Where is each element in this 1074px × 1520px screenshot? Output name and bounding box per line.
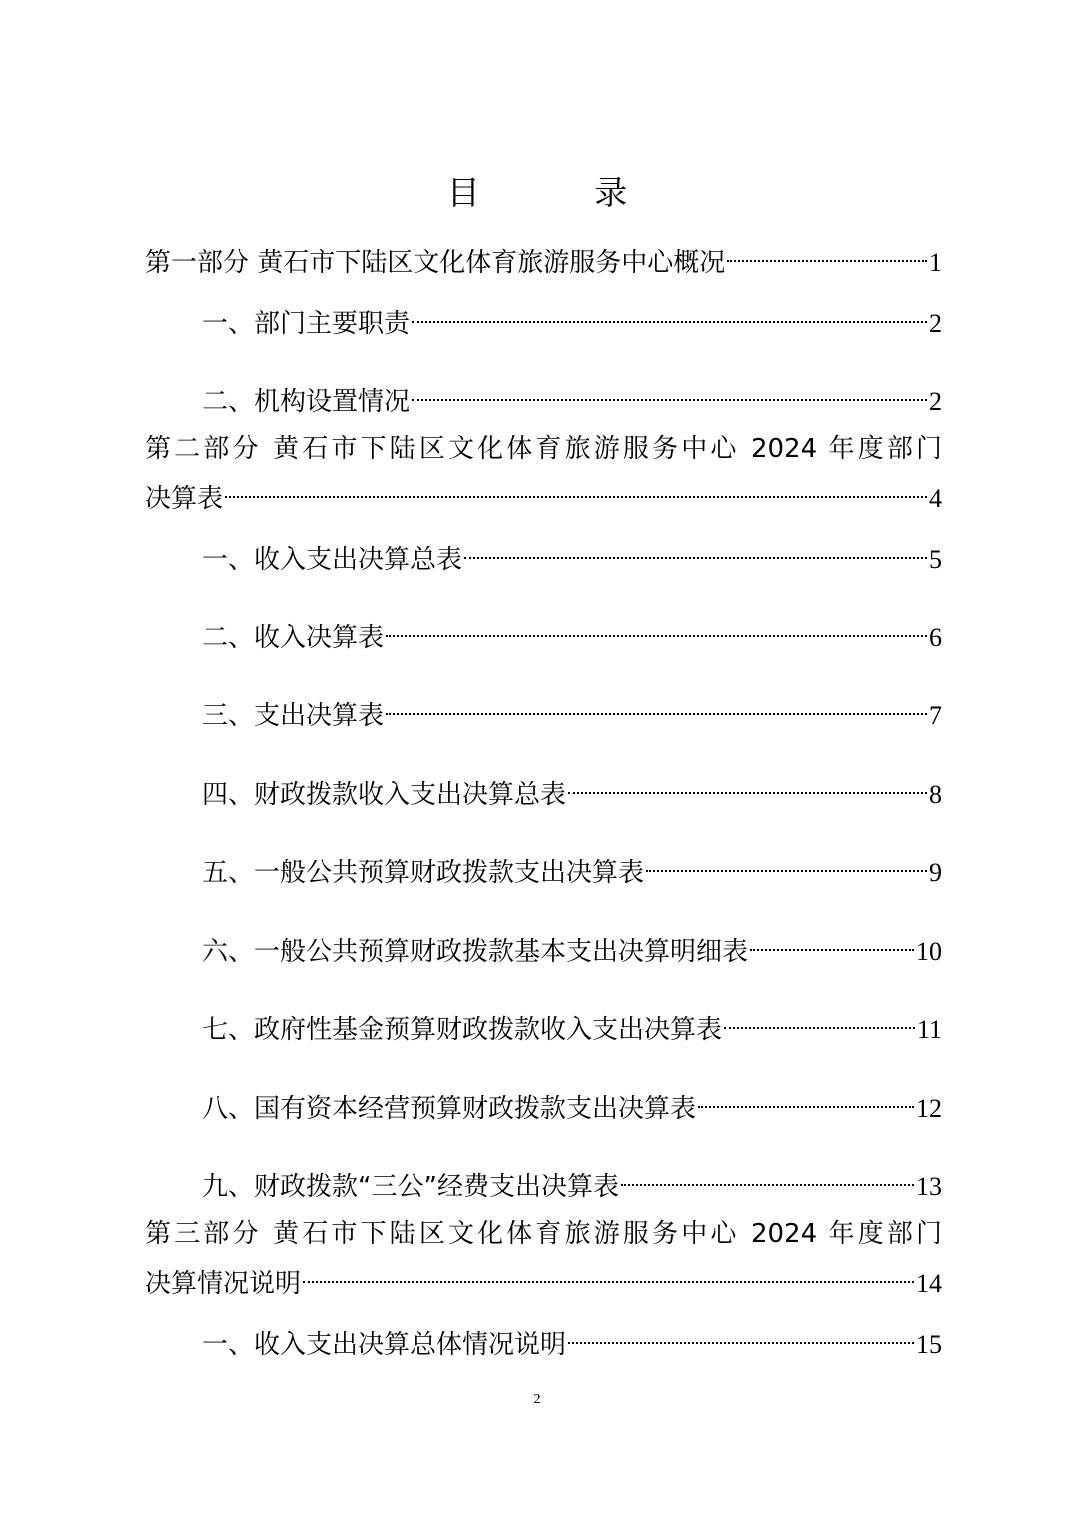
toc-entry-part-2-line1[interactable] — [145, 430, 942, 468]
dot-leader — [750, 922, 914, 960]
dot-leader — [621, 1157, 914, 1195]
toc-entry-page: 5 — [929, 545, 942, 574]
toc-entry-page: 11 — [916, 1015, 942, 1044]
toc-entry-label: 四、财政拨款收入支出决算总表 — [202, 780, 567, 810]
dot-leader — [568, 765, 927, 803]
dot-leader — [646, 843, 927, 881]
dot-leader — [727, 233, 927, 271]
dot-leader — [568, 1315, 914, 1353]
toc-entry-page: 2 — [929, 387, 942, 416]
toc-entry-label: 八、国有资本经营预算财政拨款支出决算表 — [202, 1094, 697, 1124]
toc-entry-label: 二、收入决算表 — [202, 623, 385, 653]
toc-entry-page: 15 — [916, 1330, 942, 1359]
toc-entry-page: 8 — [929, 780, 942, 809]
toc-entry-3-1[interactable] — [202, 1315, 942, 1360]
toc-entry-2-6[interactable] — [202, 922, 942, 967]
toc-entry-part-3-line1[interactable] — [145, 1215, 942, 1253]
toc-entry-label: 九、财政拨款“三公”经费支出决算表 — [202, 1172, 619, 1202]
toc-entry-page: 13 — [916, 1172, 942, 1201]
toc-entry-2-4[interactable] — [202, 765, 942, 810]
toc-entry-page: 12 — [916, 1094, 942, 1123]
toc-entry-page: 1 — [929, 248, 942, 277]
dot-leader — [724, 1000, 915, 1038]
toc-entry-2-5[interactable] — [202, 843, 942, 888]
toc-entry-2-7[interactable] — [202, 1000, 942, 1045]
toc-entry-label: 一、收入支出决算总体情况说明 — [202, 1330, 567, 1360]
toc-entry-1-2[interactable] — [202, 372, 942, 417]
toc-entry-label: 决算情况说明 — [145, 1269, 302, 1299]
toc-entry-2-3[interactable] — [202, 686, 942, 731]
dot-leader — [412, 372, 927, 410]
toc-entry-label: 三、支出决算表 — [202, 701, 385, 731]
toc-entry-page: 6 — [929, 623, 942, 652]
toc-entry-part-1[interactable] — [145, 233, 942, 278]
dot-leader — [464, 530, 927, 568]
toc-entry-2-2[interactable] — [202, 608, 942, 653]
dot-leader — [386, 608, 927, 646]
dot-leader — [303, 1254, 914, 1292]
toc-entry-label: 六、一般公共预算财政拨款基本支出决算明细表 — [202, 937, 749, 967]
dot-leader — [225, 469, 927, 507]
toc-entry-2-9[interactable] — [202, 1157, 942, 1202]
toc-entry-page: 14 — [916, 1269, 942, 1298]
toc-entry-label: 第三部分 黄石市下陆区文化体育旅游服务中心 2024 年度部门 — [145, 1219, 942, 1249]
toc-entry-page: 10 — [916, 937, 942, 966]
toc-entry-1-1[interactable] — [202, 294, 942, 339]
toc-entry-label: 第一部分 黄石市下陆区文化体育旅游服务中心概况 — [145, 248, 726, 278]
dot-leader — [412, 294, 927, 332]
toc-entry-part-3-line2[interactable] — [145, 1254, 942, 1299]
page-title: 目 录 — [446, 173, 680, 212]
toc-entry-label: 五、一般公共预算财政拨款支出决算表 — [202, 858, 645, 888]
toc-entry-label: 二、机构设置情况 — [202, 387, 411, 417]
toc-entry-label: 七、政府性基金预算财政拨款收入支出决算表 — [202, 1015, 723, 1045]
footer-page-number: 2 — [533, 1392, 541, 1407]
toc-entry-part-2-line2[interactable] — [145, 469, 942, 514]
toc-entry-page: 4 — [929, 484, 942, 513]
toc-entry-label: 一、收入支出决算总表 — [202, 545, 463, 575]
toc-entry-2-8[interactable] — [202, 1079, 942, 1124]
toc-entry-label: 决算表 — [145, 484, 224, 514]
dot-leader — [698, 1079, 914, 1117]
toc-entry-page: 7 — [929, 701, 942, 730]
dot-leader — [386, 686, 927, 724]
toc-entry-label: 第二部分 黄石市下陆区文化体育旅游服务中心 2024 年度部门 — [145, 434, 942, 464]
toc-entry-page: 2 — [929, 309, 942, 338]
toc-entry-2-1[interactable] — [202, 530, 942, 575]
toc-entry-page: 9 — [929, 858, 942, 887]
toc-entry-label: 一、部门主要职责 — [202, 309, 411, 339]
